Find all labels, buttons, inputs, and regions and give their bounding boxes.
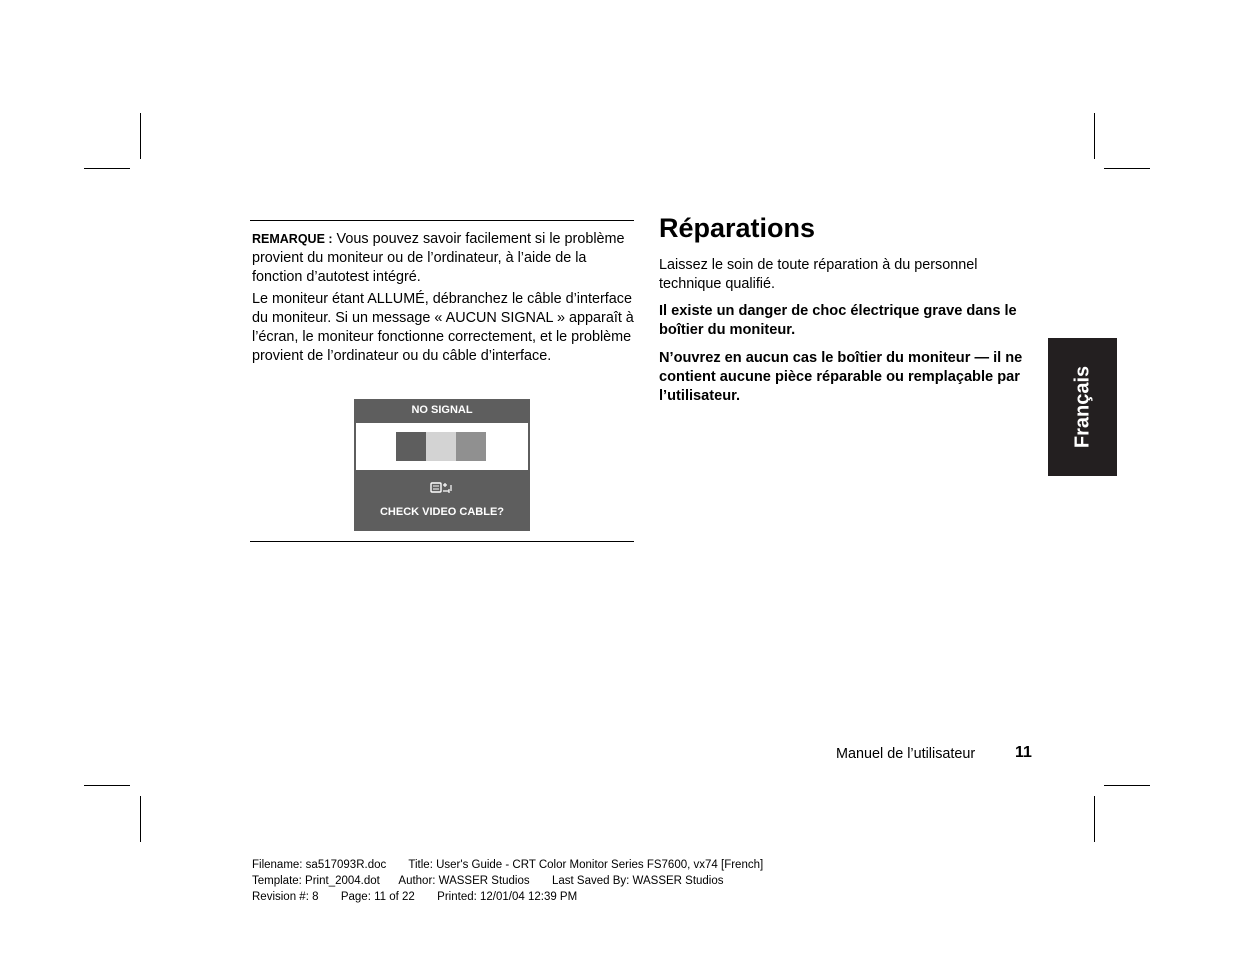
meta-line-3: Revision #: 8 Page: 11 of 22 Printed: 12/01/04 12:39 PM <box>252 891 578 903</box>
warning-paragraph-2: N’ouvrez en aucun cas le boîtier du moniteur — il ne contient aucune pièce réparable ou remplaçable par l’utilisateur. <box>659 350 1023 404</box>
osd-bar-panel <box>356 423 528 470</box>
crop-mark <box>84 785 130 786</box>
page-number: 11 <box>1015 744 1032 761</box>
crop-mark <box>1104 168 1150 169</box>
osd-bar-light <box>426 432 456 461</box>
language-tab <box>1048 338 1117 476</box>
language-tab-label: Français <box>1071 365 1093 449</box>
repair-paragraph: Laissez le soin de toute réparation à du personnel technique qualifié. <box>659 257 978 292</box>
crop-mark <box>140 796 141 842</box>
note-text-1: Vous pouvez savoir facilement si le problème provient du moniteur ou de l’ordinateur, à l’aide de la fonction d’autotest intégré. <box>252 231 625 285</box>
meta-line-2: Template: Print_2004.dot Author: WASSER Studios Last Saved By: WASSER Studios <box>252 875 724 887</box>
no-signal-screen <box>354 399 530 531</box>
video-cable-icon <box>430 481 454 497</box>
note-paragraph-2: Le moniteur étant ALLUMÉ, débranchez le câble d’interface du moniteur. Si un message « AUCUN SIGNAL » apparaît à l’écran, le moniteur fonctionne correctement, et le problème provient de l’ordinateur ou du câble d’interface. <box>252 291 634 364</box>
crop-mark <box>1094 796 1095 842</box>
crop-mark <box>84 168 130 169</box>
warning-paragraph-1: Il existe un danger de choc électrique grave dans le boîtier du moniteur. <box>659 303 1017 338</box>
section-title: Réparations <box>659 213 816 243</box>
crop-mark <box>140 113 141 159</box>
osd-bar-dark <box>396 432 426 461</box>
note-paragraph-1 <box>252 230 634 287</box>
osd-title: NO SIGNAL <box>411 404 473 416</box>
crop-mark <box>1094 113 1095 159</box>
osd-message: CHECK VIDEO CABLE? <box>379 506 505 518</box>
note-box <box>250 220 634 542</box>
crop-mark <box>1104 785 1150 786</box>
note-label: REMARQUE : <box>252 232 333 246</box>
footer-title: Manuel de l’utilisateur <box>836 746 976 762</box>
osd-bar-mid <box>456 432 486 461</box>
meta-line-1: Filename: sa517093R.doc Title: User's Guide - CRT Color Monitor Series FS7600, vx74 [French] <box>252 859 764 871</box>
